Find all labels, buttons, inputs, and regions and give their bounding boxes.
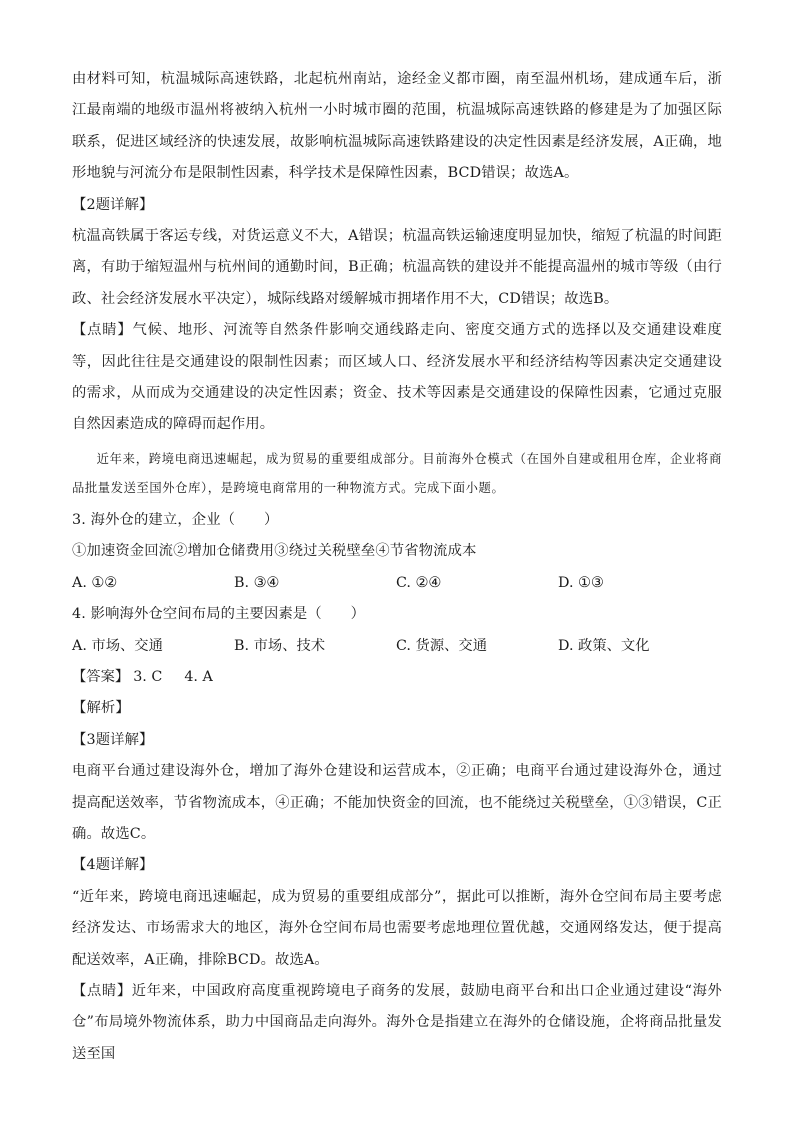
q4-options	[72, 631, 722, 662]
q3-stem: 3. 海外仓的建立，企业（ ）	[72, 511, 279, 528]
q4-option-d: D. 政策、文化	[558, 637, 650, 654]
tip-tag: 【点睛】	[72, 322, 133, 339]
q1-explanation: 由材料可知，杭温城际高速铁路，北起杭州南站，途经金义都市圈，南至温州机场，建成通车后，浙江最南端的地级市温州将被纳入杭州一小时城市圈的范围，杭温城际高速铁路的修建是为了加强区际联系，促进区域经济的快速发展，故影响杭温城际高速铁路建设的决定性因素是经济发展，A正确，地形地貌与河流分布是限制性因素，科学技术是保障性因素，BCD错误；故选A。	[72, 71, 722, 182]
q3-explanation: 电商平台通过建设海外仓，增加了海外仓建设和运营成本，②正确；电商平台通过建设海外仓，通过提高配送效率，节省物流成本，④正确；不能加快资金的回流，也不能绕过关税壁垒，①③错误，C正确。故选C。	[72, 763, 722, 842]
q4-option-c: C. 货源、交通	[396, 637, 488, 654]
q4-option-a: A. 市场、交通	[72, 637, 163, 654]
q3-options	[72, 568, 722, 599]
answer-q3: 3. C	[133, 668, 163, 685]
q3-option-c: C. ②④	[396, 574, 442, 591]
q2-heading: 【2题详解】	[72, 196, 154, 213]
q2-explanation: 杭温高铁属于客运专线，对货运意义不大，A错误；杭温高铁运输速度明显加快，缩短了杭温的时间距离，有助于缩短温州与杭州间的通勤时间，B正确；杭温高铁的建设并不能提高温州的城市等级（由行政、社会经济发展水平决定），城际线路对缓解城市拥堵作用不大，CD错误；故选B。	[72, 228, 722, 307]
q3-option-b: B. ③④	[234, 574, 280, 591]
tip-text: 气候、地形、河流等自然条件影响交通线路走向、密度交通方式的选择以及交通建设难度等，因此往往是交通建设的限制性因素；而区域人口、经济发展水平和经济结构等因素决定交通建设的需求，从而成为交通建设的决定性因素；资金、技术等因素是交通建设的保障性因素，它通过克服自然因素造成的障碍而起作用。	[72, 322, 722, 433]
q4-option-b: B. 市场、技术	[234, 637, 326, 654]
q4-stem: 4. 影响海外仓空间布局的主要因素是（ ）	[72, 606, 366, 623]
tip-paragraph-2	[72, 976, 722, 1070]
tip-paragraph-1	[72, 315, 722, 441]
material-passage: 近年来，跨境电商迅速崛起，成为贸易的重要组成部分。目前海外仓模式（在国外自建或租用仓库，企业将商品批量发送至国外仓库），是跨境电商常用的一种物流方式。完成下面小题。	[72, 451, 722, 495]
q3-heading: 【3题详解】	[72, 731, 154, 748]
document-body	[72, 64, 722, 1070]
q4-heading: 【4题详解】	[72, 857, 154, 874]
tip-tag-2: 【点睛】	[72, 982, 132, 999]
answer-line	[72, 662, 722, 693]
q3-items: ①加速资金回流②增加仓储费用③绕过关税壁垒④节省物流成本	[72, 543, 477, 560]
analysis-heading: 【解析】	[72, 700, 130, 717]
answer-q4: 4. A	[184, 668, 213, 685]
q3-option-a: A. ①②	[72, 574, 118, 591]
q4-explanation: “近年来，跨境电商迅速崛起，成为贸易的重要组成部分”，据此可以推断，海外仓空间布局主要考虑经济发达、市场需求大的地区，海外仓空间布局也需要考虑地理位置优越，交通网络发达，便于提高配送效率，A正确，排除BCD。故选A。	[72, 888, 722, 968]
tip-text-2: 近年来，中国政府高度重视跨境电子商务的发展，鼓励电商平台和出口企业通过建设“海外仓”布局境外物流体系，助力中国商品走向海外。海外仓是指建立在海外的仓储设施，企将商品批量发送至国	[72, 982, 722, 1062]
answer-tag: 【答案】	[72, 668, 130, 685]
q3-option-d: D. ①③	[558, 574, 604, 591]
